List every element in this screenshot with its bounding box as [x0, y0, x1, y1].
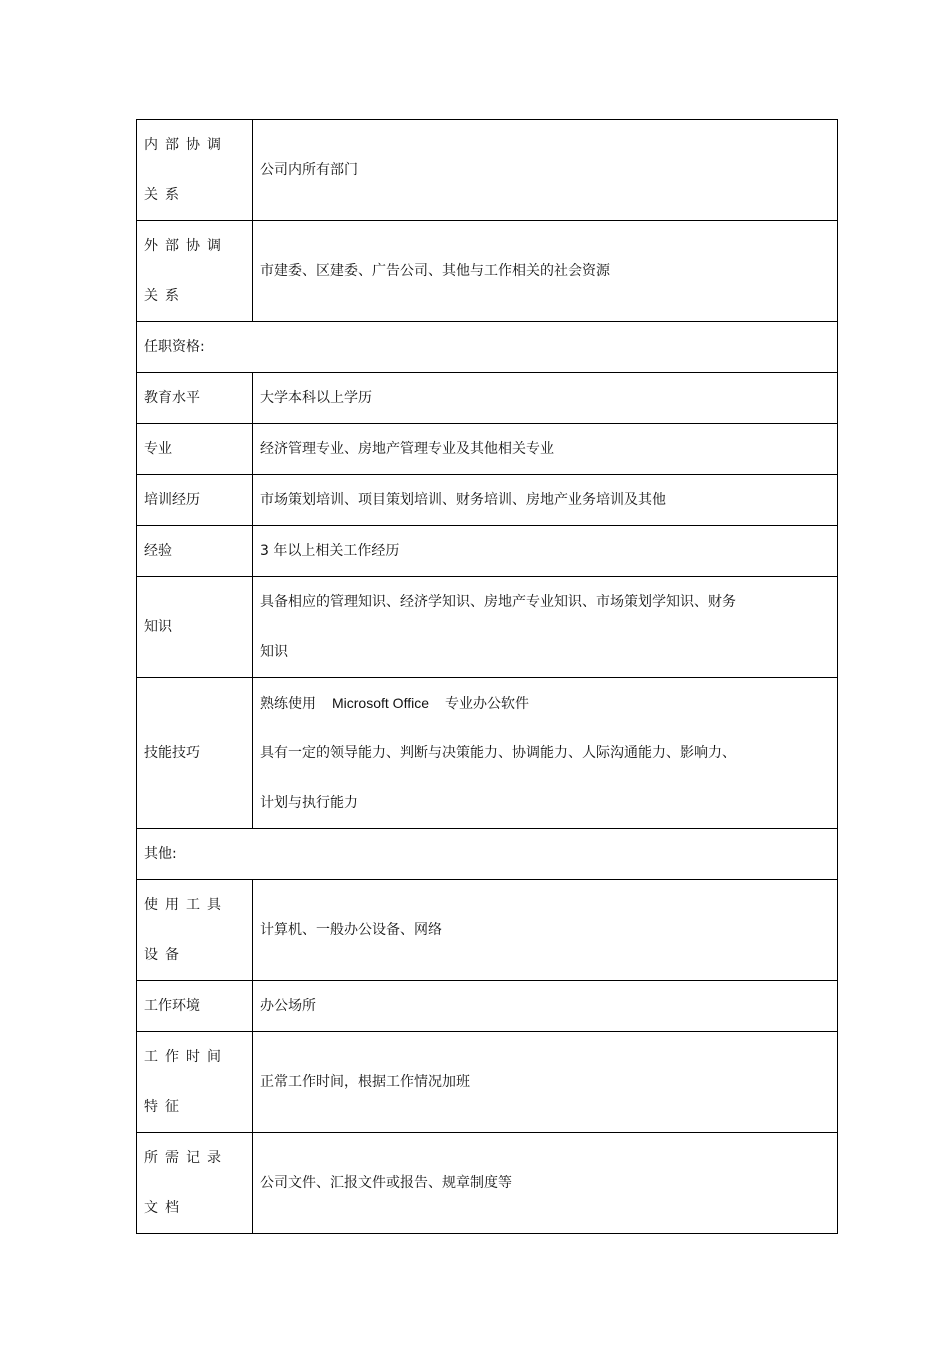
section-heading: 其他:: [137, 829, 838, 880]
table-row: [137, 373, 838, 424]
table-row: [137, 475, 838, 526]
row-value: 大学本科以上学历: [253, 373, 838, 424]
table-row: [137, 577, 838, 678]
row-value: 正常工作时间，根据工作情况加班: [253, 1032, 838, 1133]
row-value: 公司文件、汇报文件或报告、规章制度等: [253, 1133, 838, 1234]
row-value: 市场策划培训、项目策划培训、财务培训、房地产业务培训及其他: [253, 475, 838, 526]
section-heading: 任职资格:: [137, 322, 838, 373]
value-line: 知识: [260, 644, 288, 660]
row-label: 内部协调关系: [137, 120, 253, 221]
row-label: 技能技巧: [137, 678, 253, 829]
row-value: 3 年以上相关工作经历: [253, 526, 838, 577]
row-label: 所需记录文档: [137, 1133, 253, 1234]
row-label: 工作环境: [137, 981, 253, 1032]
table-row: [137, 526, 838, 577]
table-row: [137, 880, 838, 981]
row-value: 办公场所: [253, 981, 838, 1032]
value-line: [260, 678, 830, 728]
table-row: [137, 424, 838, 475]
table-row: [137, 981, 838, 1032]
row-value: [253, 577, 838, 678]
row-label: 教育水平: [137, 373, 253, 424]
section-row: [137, 829, 838, 880]
row-value: 计算机、一般办公设备、网络: [253, 880, 838, 981]
row-value: 公司内所有部门: [253, 120, 838, 221]
row-label: 知识: [137, 577, 253, 678]
table-row: [137, 120, 838, 221]
row-label: 经验: [137, 526, 253, 577]
row-label: 专业: [137, 424, 253, 475]
value-text: 专业办公软件: [445, 696, 529, 712]
row-label: 培训经历: [137, 475, 253, 526]
row-value: 经济管理专业、房地产管理专业及其他相关专业: [253, 424, 838, 475]
row-value: [253, 678, 838, 829]
row-label: 使用工具设备: [137, 880, 253, 981]
table-row: [137, 1032, 838, 1133]
row-value: 市建委、区建委、广告公司、其他与工作相关的社会资源: [253, 221, 838, 322]
table-row: [137, 1133, 838, 1234]
value-line: 具有一定的领导能力、判断与决策能力、协调能力、人际沟通能力、影响力、: [260, 745, 736, 761]
table-row: [137, 221, 838, 322]
value-line: 具备相应的管理知识、经济学知识、房地产专业知识、市场策划学知识、财务: [260, 594, 736, 610]
row-label: 外部协调关系: [137, 221, 253, 322]
job-description-table: [136, 119, 838, 1234]
section-row: [137, 322, 838, 373]
value-text: Microsoft Office: [332, 695, 429, 711]
value-text: 熟练使用: [260, 696, 316, 712]
value-line: 计划与执行能力: [260, 795, 358, 811]
table-row: [137, 678, 838, 829]
row-label: 工作时间特征: [137, 1032, 253, 1133]
